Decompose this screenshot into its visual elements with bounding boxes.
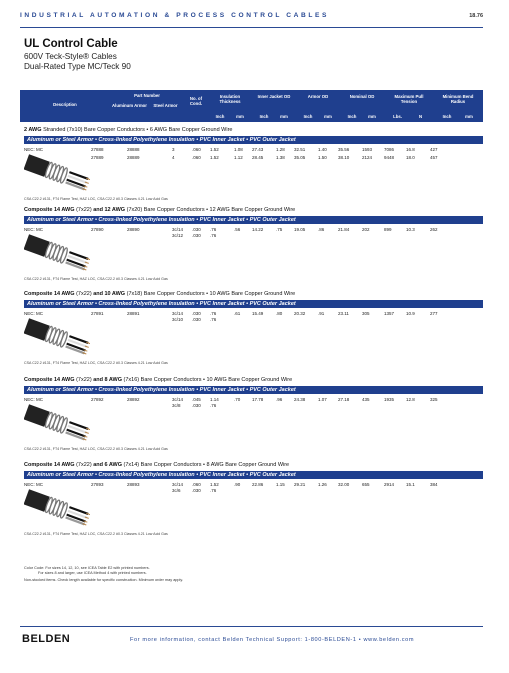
cell-ins-mm: 1.14	[210, 397, 219, 402]
section-title-strand: (7x22)	[76, 291, 92, 297]
section-title	[24, 377, 292, 383]
cable-illustration	[24, 399, 90, 449]
cell-ij-in: .56	[234, 227, 241, 232]
cell-ar-in: .96	[276, 397, 283, 402]
col-no-cond: No. of Cond.	[189, 96, 203, 106]
cell-ins-in-2: .030	[192, 233, 201, 238]
footer-contact: For more information, contact Belden Technical Support: 1-800-BELDEN-1 • www.belden.com	[130, 637, 415, 643]
cell-br-in: 10.3	[406, 227, 415, 232]
cell-desc: NEC: MC	[24, 482, 43, 487]
section-note: CSA C22.2 #131, FT4 Flame Test, HAZ LOC, CSA C22.2 #0.3 Classes 4.21 Low Acid Gas	[24, 197, 168, 201]
construction-bar: Aluminum or Steel Armor • Cross-linked Polyethylene Insulation • PVC Inner Jacket • PVC Outer Jacket	[24, 216, 483, 224]
col-part-number: Part Number	[134, 93, 160, 98]
cell-ar-mm: 35.05	[294, 155, 306, 160]
cell-st: 28892	[127, 397, 140, 402]
cell-ij-mm: 22.86	[252, 482, 264, 487]
section-note: CSA C22.2 #131, FT4 Flame Test, HAZ LOC, CSA C22.2 #0.3 Classes 4.21 Low Acid Gas	[24, 447, 168, 451]
cell-desc: NEC: MC	[24, 311, 43, 316]
cell-al: 27889	[91, 155, 104, 160]
cell-br-mm: 277	[430, 311, 438, 316]
cell-ar-mm: 19.05	[294, 227, 306, 232]
cell-ins-mm: 1.52	[210, 155, 219, 160]
unit-mm: mm	[465, 114, 473, 119]
cell-od-in: 1.26	[318, 482, 327, 487]
col-max-pull: Maximum Pull Tension	[394, 94, 424, 104]
cell-ins-in: .060	[192, 155, 201, 160]
section-title-strand: (7x22)	[76, 462, 92, 468]
cell-st: 28890	[127, 227, 140, 232]
cell-st: 28893	[127, 482, 140, 487]
section-title-rest: (7x18) Bare Copper Conductors • 10 AWG Bare Copper Ground Wire	[126, 291, 296, 297]
cell-al: 27890	[91, 227, 104, 232]
cell-lbs: 2124	[362, 155, 373, 160]
footnote-2: For sizes 8 and larger, use ICEA Method 4 with printed numbers.	[38, 571, 147, 575]
section-title-rest: (7x20) Bare Copper Conductors • 12 AWG Bare Copper Ground Wire	[126, 207, 296, 213]
cell-n: 9448	[384, 155, 395, 160]
col-nominal-od: Nominal OD	[349, 94, 375, 99]
cell-od-mm: 32.00	[338, 482, 350, 487]
section-title	[24, 127, 233, 133]
page-header	[20, 12, 483, 24]
cell-st: 28891	[127, 311, 140, 316]
cell-lbs: 1593	[362, 147, 373, 152]
cell-ar-mm: 32.51	[294, 147, 306, 152]
cell-ins-in: .030	[192, 311, 201, 316]
cell-ij-mm: 15.49	[252, 311, 264, 316]
cell-cond-2: 3c/8	[172, 403, 181, 408]
page-number: 18.76	[469, 13, 483, 19]
cell-od-mm: 27.18	[338, 397, 350, 402]
cell-ar-mm: 24.38	[294, 397, 306, 402]
cell-cond-2: 3c/12	[172, 233, 184, 238]
cell-od-mm: 35.56	[338, 147, 350, 152]
section-note: CSA C22.2 #131, FT4 Flame Test, HAZ LOC, CSA C22.2 #0.3 Classes 4.21 Low Acid Gas	[24, 277, 168, 281]
section-title-bold2: and 8 AWG	[93, 377, 123, 383]
footnote-1: Color Code: For sizes 14, 12, 10, see ICEA Table E2 with printed numbers.	[24, 566, 150, 570]
cell-cond: 3	[172, 147, 175, 152]
construction-bar: Aluminum or Steel Armor • Cross-linked Polyethylene Insulation • PVC Inner Jacket • PVC Outer Jacket	[24, 471, 483, 479]
category-title: INDUSTRIAL AUTOMATION & PROCESS CONTROL CABLES	[20, 12, 329, 19]
cell-od-in: 1.50	[318, 155, 327, 160]
cell-ins-mm: .76	[210, 227, 217, 232]
unit-inch: Inch	[259, 114, 269, 119]
cell-ar-in: .80	[276, 311, 283, 316]
section-title-bold: Composite 14 AWG	[24, 377, 75, 383]
cell-ij-in: .61	[234, 311, 241, 316]
cell-br-in: 15.1	[406, 482, 415, 487]
cell-n: 2914	[384, 482, 395, 487]
cell-br-mm: 325	[430, 397, 438, 402]
cell-od-in: .91	[318, 311, 325, 316]
cable-illustration	[24, 313, 90, 363]
cell-ins-in: .060	[192, 482, 201, 487]
unit-mm: mm	[280, 114, 288, 119]
cell-br-in: 18.0	[406, 155, 415, 160]
unit-n: N	[418, 114, 423, 119]
cell-al: 27888	[91, 147, 104, 152]
cell-ar-mm: 20.32	[294, 311, 306, 316]
cell-od-in: 1.07	[318, 397, 327, 402]
cell-ij-mm: 27.43	[252, 147, 264, 152]
section-title-bold2: and 6 AWG	[93, 462, 123, 468]
unit-mm: mm	[368, 114, 376, 119]
cell-br-in: 10.9	[406, 311, 415, 316]
cell-br-mm: 457	[430, 155, 438, 160]
cell-ins-in: .045	[192, 397, 201, 402]
section-title-rest: Stranded (7x10) Bare Copper Conductors • 6 AWG Bare Copper Ground Wire	[43, 127, 233, 133]
col-min-bend: Minimum Bend Radius	[442, 94, 474, 104]
section-title-rest: (7x14) Bare Copper Conductors • 8 AWG Bare Copper Ground Wire	[123, 462, 290, 468]
cell-ij-mm: 28.45	[252, 155, 264, 160]
cell-ins-in-2: .030	[192, 488, 201, 493]
col-armor-od: Armor OD	[307, 94, 329, 99]
section-title-bold: Composite 14 AWG	[24, 207, 75, 213]
cell-n: 899	[384, 227, 392, 232]
section-title-rest: (7x16) Bare Copper Conductors • 10 AWG Bare Copper Ground Wire	[123, 377, 293, 383]
cell-ij-mm: 14.22	[252, 227, 264, 232]
col-insulation: Insulation Thickness	[219, 94, 241, 104]
col-steel-armor: Steel Armor	[153, 103, 178, 108]
cell-ar-in: 1.38	[276, 155, 285, 160]
cell-ij-mm: 17.78	[252, 397, 264, 402]
construction-bar: Aluminum or Steel Armor • Cross-linked Polyethylene Insulation • PVC Inner Jacket • PVC Outer Jacket	[24, 136, 483, 144]
cell-ij-in: 1.08	[234, 147, 243, 152]
section-title	[24, 291, 295, 297]
cell-cond: 3c/14	[172, 311, 184, 316]
col-inner-jacket: Inner Jacket OD	[257, 94, 291, 99]
section-note: CSA C22.2 #131, FT4 Flame Test, HAZ LOC, CSA C22.2 #0.3 Classes 4.21 Low Acid Gas	[24, 532, 168, 536]
cell-ins-mm: 1.52	[210, 147, 219, 152]
cable-illustration	[24, 484, 90, 534]
cell-br-mm: 384	[430, 482, 438, 487]
page-title: UL Control Cable	[24, 38, 118, 50]
section-title-bold2: and 12 AWG	[93, 207, 126, 213]
cell-ins-in: .060	[192, 147, 201, 152]
footer-rule	[20, 626, 483, 627]
cell-n: 1935	[384, 397, 395, 402]
section-title-bold2: and 10 AWG	[93, 291, 126, 297]
cell-desc: NEC: MC	[24, 397, 43, 402]
cell-ins-in-2: .030	[192, 403, 201, 408]
cell-al: 27891	[91, 311, 104, 316]
col-description: Description	[53, 102, 77, 107]
cell-ij-in: .90	[234, 482, 241, 487]
section-note: CSA C22.2 #131, FT4 Flame Test, HAZ LOC, CSA C22.2 #0.3 Classes 4.21 Low Acid Gas	[24, 361, 168, 365]
cell-lbs: 655	[362, 482, 370, 487]
cell-ar-mm: 29.21	[294, 482, 306, 487]
cell-cond: 4	[172, 155, 175, 160]
belden-logo: BELDEN	[22, 633, 71, 645]
section-title-strand: (7x22)	[76, 207, 92, 213]
cell-ins-mm-2: .76	[210, 488, 217, 493]
cell-br-in: 16.8	[406, 147, 415, 152]
cell-ins-in: .030	[192, 227, 201, 232]
cell-br-mm: 427	[430, 147, 438, 152]
cell-od-in: .86	[318, 227, 325, 232]
cell-br-in: 12.8	[406, 397, 415, 402]
table-header	[20, 90, 483, 122]
cell-desc: NEC: MC	[24, 227, 43, 232]
cell-od-mm: 21.84	[338, 227, 350, 232]
section-title-bold: Composite 14 AWG	[24, 291, 75, 297]
cell-al: 27892	[91, 397, 104, 402]
cell-ins-mm: .76	[210, 311, 217, 316]
section-title-bold: 2 AWG	[24, 127, 42, 133]
cell-ins-mm-2: .76	[210, 317, 217, 322]
cell-st: 28888	[127, 147, 140, 152]
cell-od-in: 1.40	[318, 147, 327, 152]
cell-lbs: 435	[362, 397, 370, 402]
col-aluminum-armor: Aluminum Armor	[112, 103, 147, 108]
cell-cond-2: 3c/6	[172, 488, 181, 493]
cell-cond: 3c/14	[172, 397, 184, 402]
cell-od-mm: 38.10	[338, 155, 350, 160]
section-title	[24, 462, 289, 468]
unit-inch: Inch	[442, 114, 452, 119]
section-title-bold: Composite 14 AWG	[24, 462, 75, 468]
cell-n: 7086	[384, 147, 395, 152]
subtitle-2: Dual-Rated Type MC/Teck 90	[24, 62, 131, 71]
footnote-3: Non-stocked items. Check length available for specific construction. Minimum order may apply.	[24, 578, 184, 582]
unit-mm: mm	[324, 114, 332, 119]
cell-cond: 3c/14	[172, 227, 184, 232]
construction-bar: Aluminum or Steel Armor • Cross-linked Polyethylene Insulation • PVC Inner Jacket • PVC Outer Jacket	[24, 386, 483, 394]
subtitle-1: 600V Teck-Style® Cables	[24, 52, 117, 61]
unit-inch: Inch	[215, 114, 225, 119]
header-rule	[20, 27, 483, 28]
cell-ins-in-2: .030	[192, 317, 201, 322]
cell-lbs: 305	[362, 311, 370, 316]
cell-st: 28889	[127, 155, 140, 160]
cell-ij-in: 1.12	[234, 155, 243, 160]
section-title	[24, 207, 295, 213]
cell-ar-in: 1.15	[276, 482, 285, 487]
cell-ij-in: .70	[234, 397, 241, 402]
cell-ar-in: 1.28	[276, 147, 285, 152]
unit-inch: Inch	[347, 114, 357, 119]
cell-ins-mm-2: .76	[210, 233, 217, 238]
unit-mm: mm	[236, 114, 244, 119]
cell-ins-mm-2: .76	[210, 403, 217, 408]
construction-bar: Aluminum or Steel Armor • Cross-linked Polyethylene Insulation • PVC Inner Jacket • PVC Outer Jacket	[24, 300, 483, 308]
cell-br-mm: 262	[430, 227, 438, 232]
cable-illustration	[24, 229, 90, 279]
cell-al: 27893	[91, 482, 104, 487]
cell-ar-in: .75	[276, 227, 283, 232]
unit-lbs: Lbs.	[393, 114, 402, 119]
cell-desc: NEC: MC	[24, 147, 43, 152]
section-title-strand: (7x22)	[76, 377, 92, 383]
cell-cond: 3c/14	[172, 482, 184, 487]
cell-od-mm: 23.11	[338, 311, 349, 316]
cable-illustration	[24, 149, 90, 199]
cell-lbs: 202	[362, 227, 370, 232]
cell-ins-mm: 1.52	[210, 482, 219, 487]
cell-n: 1357	[384, 311, 395, 316]
cell-cond-2: 3c/10	[172, 317, 184, 322]
unit-inch: Inch	[303, 114, 313, 119]
